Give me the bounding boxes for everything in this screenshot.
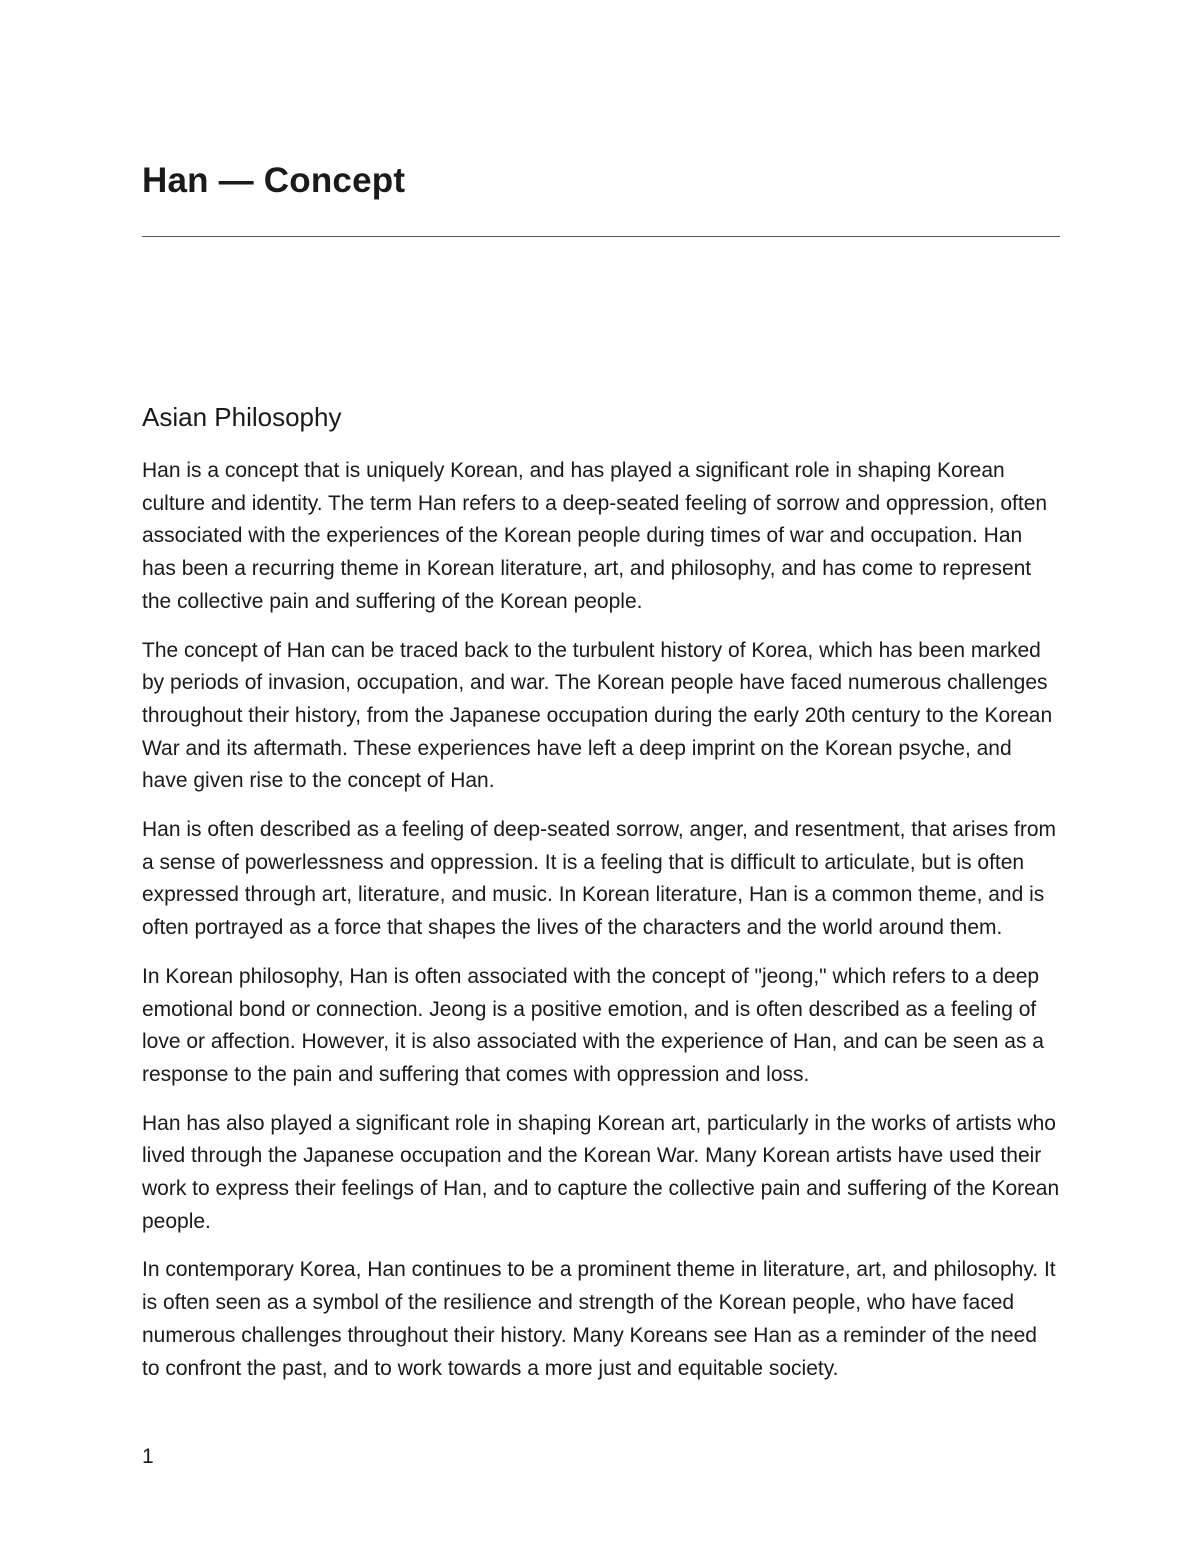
paragraph-6: In contemporary Korea, Han continues to be a prominent theme in literature, art, and philosophy. It is often seen as a symbol of the resilience and strength of the Korean people, who have faced numerous challenges throughout their history. Many Koreans see Han as a reminder of the need to confront the past, and to work towards a more just and equitable society. (142, 1258, 1056, 1380)
paragraph-5: Han has also played a significant role in shaping Korean art, particularly in the works of artists who lived through the Japanese occupation and the Korean War. Many Korean artists have used their work to express their feelings of Han, and to capture the collective pain and suffering of the Korean people. (142, 1111, 1060, 1233)
document-title: Han — Concept (142, 161, 406, 200)
paragraph-1: Han is a concept that is uniquely Korean, and has played a significant role in shaping Korean culture and identity. The term Han refers to a deep-seated feeling of sorrow and oppression, often associated with the experiences of the Korean people during times of war and occupation. Han has been a recurring theme in Korean literature, art, and philosophy, and has come to represent the collective pain and suffering of the Korean people. (142, 459, 1048, 613)
body-text (142, 455, 1060, 1401)
section-heading: Asian Philosophy (142, 402, 342, 432)
paragraph-4: In Korean philosophy, Han is often associated with the concept of "jeong," which refers to a deep emotional bond or connection. Jeong is a positive emotion, and is often described as a feeling of love or affection. However, it is also associated with the experience of Han, and can be seen as a response to the pain and suffering that comes with oppression and loss. (142, 964, 1044, 1086)
paragraph-3: Han is often described as a feeling of deep-seated sorrow, anger, and resentment, that arises from a sense of powerlessness and oppression. It is a feeling that is difficult to articulate, but is often expressed through art, literature, and music. In Korean literature, Han is a common theme, and is often portrayed as a force that shapes the lives of the characters and the world around them. (142, 818, 1057, 940)
page-number: 1 (142, 1445, 154, 1468)
title-divider (142, 236, 1060, 237)
paragraph-2: The concept of Han can be traced back to the turbulent history of Korea, which has been marked by periods of invasion, occupation, and war. The Korean people have faced numerous challenges throughout their history, from the Japanese occupation during the early 20th century to the Korean War and its aftermath. These experiences have left a deep imprint on the Korean psyche, and have given rise to the concept of Han. (142, 638, 1053, 793)
page-content (142, 160, 1060, 1380)
